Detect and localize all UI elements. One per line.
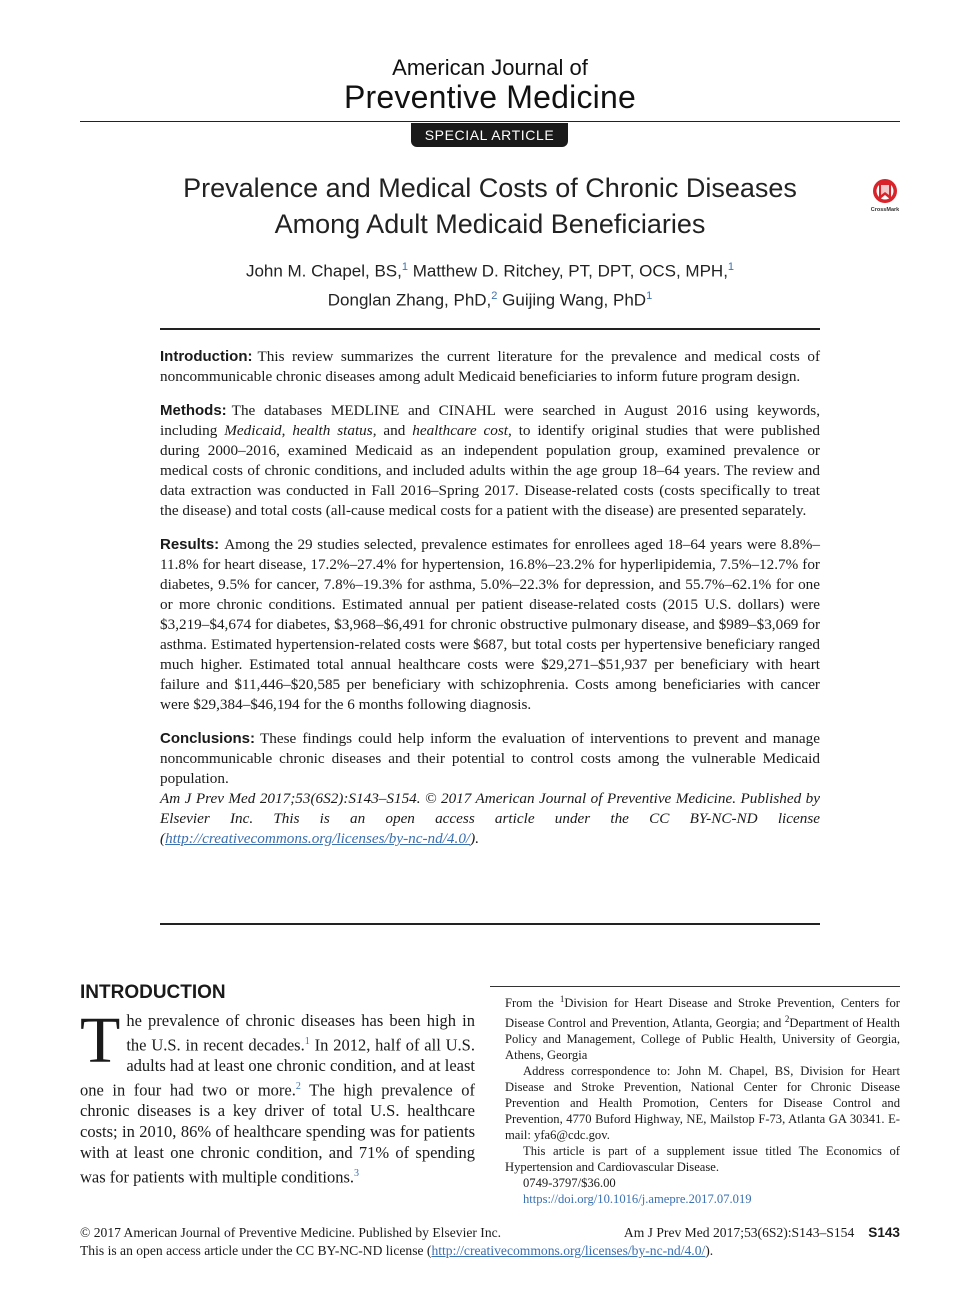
crossmark-label: CrossMark — [870, 207, 900, 213]
abstract-label: Conclusions: — [160, 730, 256, 747]
author-name: Donglan Zhang, PhD, — [327, 290, 492, 310]
footer-license — [80, 1242, 713, 1260]
correspondence: Address correspondence to: John M. Chapel, BS, Division for Heart Disease and Stroke Prevention, National Center for Chronic Disease Prevention and Health Promotion, Centers for Disease Control and Prevention, 4770 Buford Highway, NE, Mailstop F-73, Atlanta GA 30341. E-mail: yfa6@cdc.gov. — [505, 1064, 900, 1143]
affiliations-sidebar — [505, 991, 900, 1207]
author-name: Matthew D. Ritchey, PT, DPT, OCS, MPH, — [412, 261, 728, 281]
crossmark-icon[interactable] — [868, 178, 902, 214]
abstract-conclusions — [160, 729, 820, 789]
article-title — [120, 170, 860, 242]
footer-license-text: ). — [705, 1243, 714, 1258]
intro-text: he prevalence of chronic diseases has been high in the U.S. in recent decades. — [126, 1011, 475, 1055]
doi-link[interactable]: https://doi.org/10.1016/j.amepre.2017.07.019 — [523, 1192, 752, 1207]
supplement-note: This article is part of a supplement issue titled The Economics of Hypertension and Cardiovascular Disease. — [505, 1144, 900, 1175]
introduction-heading: INTRODUCTION — [80, 982, 226, 1003]
footer-license-link[interactable]: http://creativecommons.org/licenses/by-nc-nd/4.0/ — [431, 1243, 706, 1258]
affiliation-marker[interactable]: 1 — [727, 261, 735, 273]
affiliation-text: Division for Heart Disease and Stroke Prevention, Centers for Disease Control and Prevention, Atlanta, Georgia; and — [505, 996, 900, 1031]
affiliations — [505, 991, 900, 1063]
abstract-label: Methods: — [160, 402, 227, 419]
abstract-label: Results: — [160, 536, 220, 553]
abstract-introduction — [160, 347, 820, 387]
journal-header — [0, 56, 960, 114]
footer-left — [80, 1224, 713, 1260]
drop-cap: T — [80, 1004, 121, 1077]
separator: , — [281, 422, 293, 439]
abstract-bottom-rule — [160, 923, 820, 925]
affiliation-prefix: From the — [505, 996, 560, 1011]
reference-link[interactable]: 3 — [354, 1167, 360, 1179]
keyword: health status — [292, 422, 373, 439]
issn-price: 0749-3797/$36.00 — [523, 1176, 616, 1191]
introduction-body — [80, 1004, 475, 1188]
footer-right — [624, 1224, 900, 1242]
license-link[interactable]: http://creativecommons.org/licenses/by-nc-nd/4.0/ — [165, 830, 471, 847]
abstract-text: The databases MEDLINE and CINAHL were searched in August 2016 using keywords, including — [160, 402, 820, 439]
affiliation-marker[interactable]: 2 — [491, 289, 498, 302]
page-number: S143 — [868, 1225, 900, 1240]
author-name: John M. Chapel, BS, — [245, 261, 402, 281]
abstract-text: This review summarizes the current literature for the prevalence and medical costs of noncommunicable chronic diseases among adult Medicaid beneficiaries to inform future program design. — [160, 348, 820, 385]
abstract-citation: Am J Prev Med 2017;53(6S2):S143–S154. © 2017 American Journal of Preventive Medicine. Published by Elsevier Inc. This is an open access article under the CC BY-NC-ND license (http://creativecommons.org/licenses/by-nc-nd/4.0/). — [160, 790, 820, 847]
keyword: Medicaid — [224, 422, 282, 439]
abstract — [160, 347, 820, 863]
affiliation-number: 2 — [784, 1014, 790, 1025]
intro-text: In 2012, half of all U.S. adults had at least one chronic condition, and at least one in four had two or more. — [80, 1035, 475, 1100]
keyword: healthcare cost — [412, 422, 508, 439]
sidebar-divider — [490, 986, 900, 987]
reference-link[interactable]: 1 — [304, 1035, 310, 1047]
abstract-methods — [160, 401, 820, 521]
affiliation-number: 1 — [559, 994, 565, 1004]
title-line-1: Prevalence and Medical Costs of Chronic Diseases — [183, 173, 797, 203]
separator: , and — [372, 422, 413, 439]
author-line-2 — [120, 284, 860, 313]
affiliation-text: Department of Health Policy and Management, College of Public Health, University of Georgia, Athens, Georgia — [505, 1016, 900, 1063]
footer-license-text: This is an open access article under the CC BY-NC-ND license ( — [80, 1243, 432, 1258]
citation-text: Am J Prev Med 2017;53(6S2):S143–S154. © 2017 American Journal of Preventive Medicine. Published by Elsevier Inc. This is an open access article under the CC BY-NC-ND license — [160, 790, 820, 827]
header-divider — [80, 121, 900, 122]
title-line-2: Among Adult Medicaid Beneficiaries — [274, 209, 706, 239]
reference-link[interactable]: 2 — [295, 1080, 301, 1092]
author-name: Guijing Wang, PhD — [502, 290, 647, 310]
author-line-1 — [120, 255, 860, 284]
author-list — [120, 255, 860, 312]
footer-citation: Am J Prev Med 2017;53(6S2):S143–S154 — [623, 1225, 855, 1240]
abstract-top-rule — [160, 328, 820, 330]
affiliation-marker[interactable]: 1 — [646, 289, 653, 302]
abstract-text: Among the 29 studies selected, prevalence estimates for enrollees aged 18–64 years were 8.8%–11.8% for heart disease, 17.2%–27.4% for hypertension, 16.8%–23.2% for hyperlipidemia, 7.5%–12.7% for diabetes, 9.5% for cancer, 7.8%–19.3% for asthma, 5.0%–22.3% for depression, and 55.7%–62.1% for one or more chronic conditions. Estimated annual per patient disease-related costs (2015 U.S. dollars) were $3,219–$4,674 for diabetes, $3,968–$6,491 for chronic obstructive pulmonary disease, and $989–$3,069 for asthma. Estimated hypertension-related costs were $687, but total costs per hypertensive beneficiary ranged much higher. Estimated total annual healthcare costs were $29,271–$51,937 per beneficiary with heart failure and $11,446–$20,585 per beneficiary with schizophrenia. Costs among beneficiaries with cancer were $29,384–$46,194 for the 6 months following diagnosis. — [160, 536, 820, 713]
intro-text: The high prevalence of chronic diseases is a key driver of total U.S. healthcare costs; in 2010, 86% of healthcare spending was for patients with at least one chronic condition, and 71% of spending was for patients with multiple conditions. — [80, 1080, 475, 1187]
abstract-label: Introduction: — [160, 348, 253, 365]
journal-name-line1: American Journal of — [392, 55, 588, 80]
affiliation-marker[interactable]: 1 — [401, 261, 408, 273]
abstract-results — [160, 535, 820, 715]
footer-copyright: © 2017 American Journal of Preventive Medicine. Published by Elsevier Inc. — [80, 1225, 502, 1240]
journal-name-line2: Preventive Medicine — [344, 79, 636, 115]
section-badge: SPECIAL ARTICLE — [411, 123, 568, 147]
abstract-text: These findings could help inform the evaluation of interventions to prevent and manage noncommunicable chronic diseases and their potential to control costs among the vulnerable Medicaid population. — [160, 730, 820, 787]
abstract-text: , to identify original studies that were published during 2000–2016, examined Medicaid as an independent population group, examined prevalence or medical costs of chronic conditions, and included adults within the age group 18–64 years. The review and data extraction was conducted in Fall 2016–Spring 2017. Disease-related costs (costs specifically to treat the disease) and total costs (all-cause medical costs for a patient with the disease) are presented separately. — [160, 422, 820, 519]
